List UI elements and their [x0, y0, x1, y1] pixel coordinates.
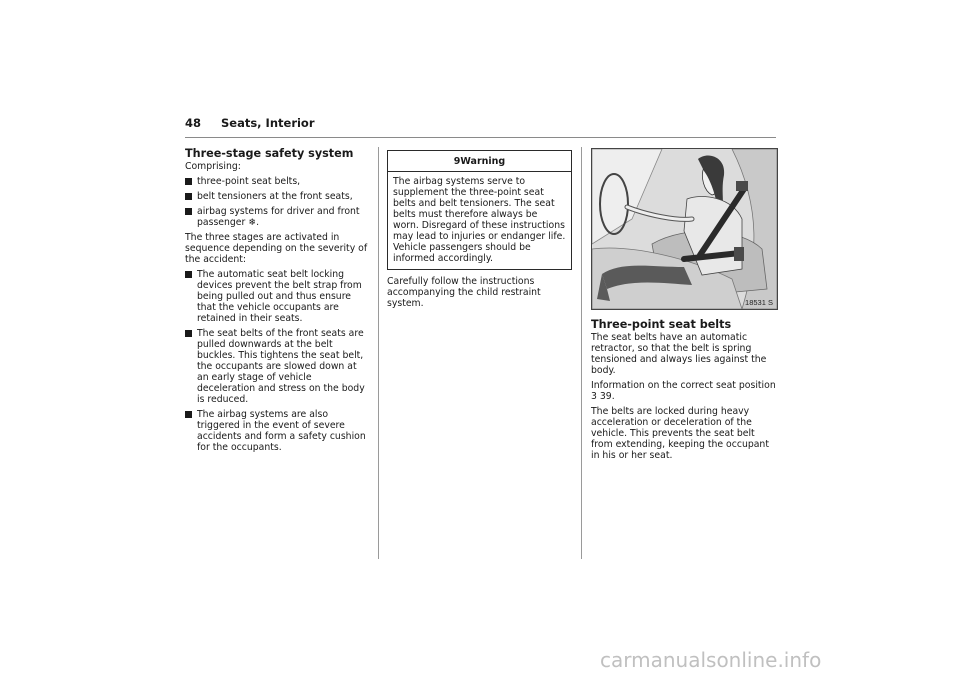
column-3 [591, 318, 777, 465]
warning-box [387, 150, 572, 270]
stages-list [185, 269, 371, 453]
seat-belts-heading: Three-point seat belts [591, 318, 732, 331]
list-item: three-point seat belts, [185, 176, 371, 187]
list-item: The airbag systems are also triggered in the event of severe accidents and form a safety cushion for the occupants. [185, 409, 371, 453]
list-item: The seat belts of the front seats are pulled downwards at the belt buckles. This tightens the seat belt, the occupants are slowed down at an early stage of vehicle deceleration and stress on the body is reduced. [185, 328, 371, 405]
intro-text: Comprising: [185, 161, 241, 172]
seat-belt-illustration [591, 148, 778, 310]
locking-text: The belts are locked during heavy acceleration or deceleration of the vehicle. This prevents the seat belt from extending, keeping the occupant in his or her seat. [591, 406, 769, 461]
bullet-icon [185, 193, 192, 200]
bullet-icon [185, 178, 192, 185]
list-item: The automatic seat belt locking devices prevent the belt strap from being pulled out and thus ensure that the vehicle occupants are retained in their seats. [185, 269, 371, 324]
bullet-icon [185, 208, 192, 215]
list-item: airbag systems for driver and front passenger ❄. [185, 206, 371, 228]
stages-text: The three stages are activated in sequence depending on the severity of the accident: [185, 232, 368, 265]
bullet-icon [185, 411, 192, 418]
section-title: Seats, Interior [221, 116, 315, 130]
warning-text: The airbag systems serve to supplement the three-point seat belts and belt tensioners. The seat belts must therefore always be worn. Disregard of these instructions may lead to injuries or endanger life. Vehicle passengers should be informed accordingly. [393, 176, 566, 264]
seat-position-text: Information on the correct seat position 3 39. [591, 380, 776, 402]
list-item: belt tensioners at the front seats, [185, 191, 371, 202]
watermark: carmanualsonline.info [600, 648, 822, 672]
page-ref: 39. [599, 391, 615, 402]
illustration-code: 18531 S [745, 298, 773, 307]
page-number: 48 [185, 116, 202, 130]
components-list [185, 176, 371, 228]
bullet-icon [185, 271, 192, 278]
passenger-ref-icon: ❄ [248, 217, 257, 228]
child-restraint-text: Carefully follow the instructions accompanying the child restraint system. [387, 276, 541, 309]
warning-icon: 9 [453, 156, 461, 167]
bullet-icon [185, 330, 192, 337]
column-divider-1 [378, 147, 379, 559]
column-1 [185, 147, 371, 457]
seat-belt-drawing [592, 149, 777, 309]
column-2 [387, 150, 572, 313]
warning-title: Warning [460, 156, 506, 167]
retractor-text: The seat belts have an automatic retractor, so that the belt is spring tensioned and always lies against the body. [591, 332, 767, 376]
page-ref-icon: 3 [591, 391, 597, 402]
safety-system-heading: Three-stage safety system [185, 147, 354, 160]
warning-header [388, 151, 571, 172]
column-divider-2 [581, 147, 582, 559]
header-rule [185, 137, 776, 138]
